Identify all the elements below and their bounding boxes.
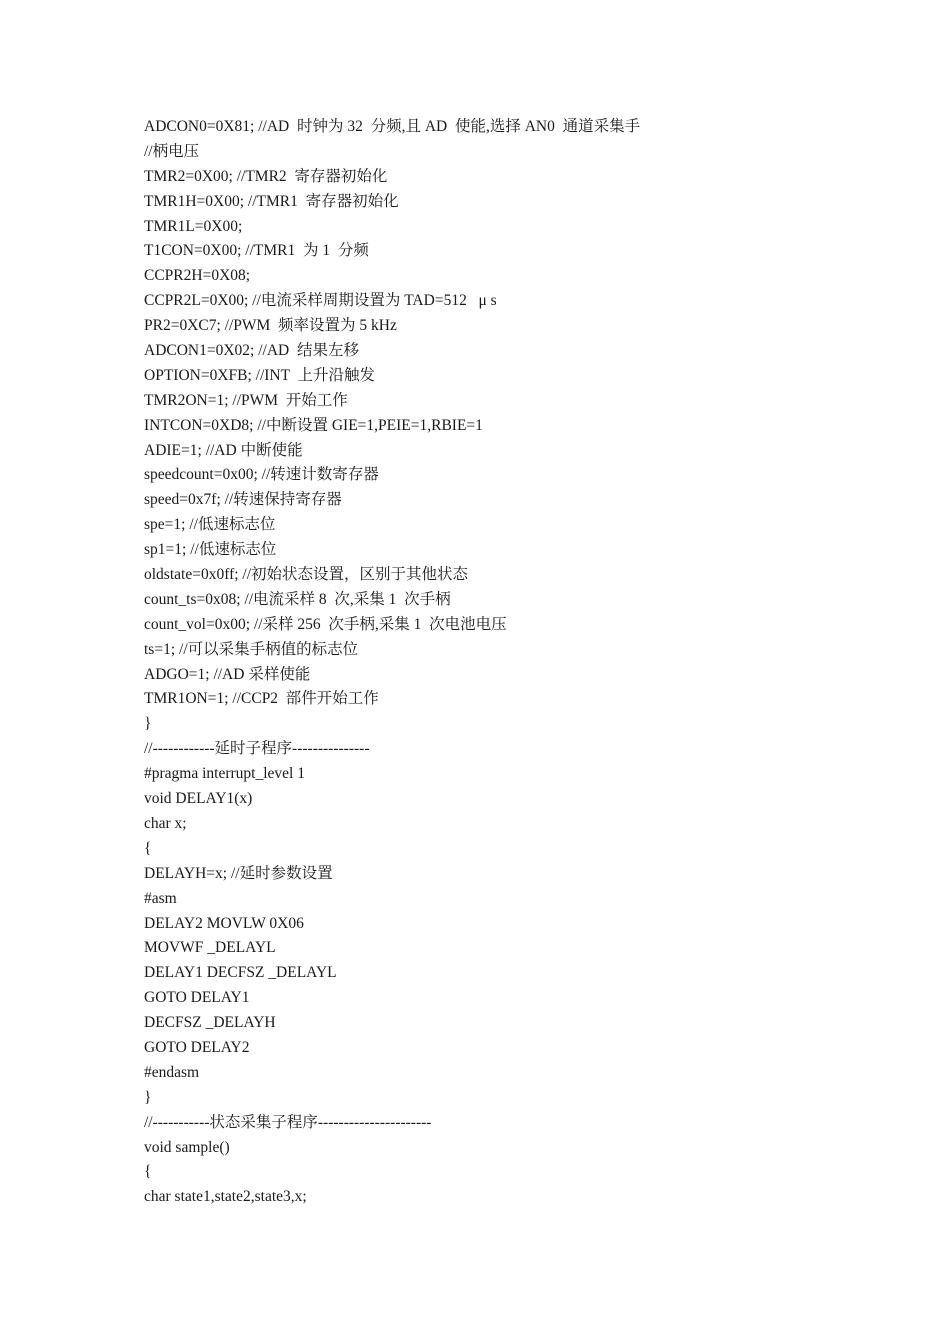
code-line: speed=0x7f; //转速保持寄存器 <box>144 491 342 509</box>
code-line: CCPR2H=0X08; <box>144 267 251 285</box>
code-line: INTCON=0XD8; //中断设置 GIE=1,PEIE=1,RBIE=1 <box>144 416 483 434</box>
code-line: MOVWF _DELAYL <box>144 939 276 957</box>
code-line: GOTO DELAY2 <box>144 1038 250 1056</box>
code-line: void sample() <box>144 1138 230 1156</box>
code-line: char state1,state2,state3,x; <box>144 1188 307 1206</box>
code-line: ADGO=1; //AD 采样使能 <box>144 665 311 683</box>
code-line: { <box>144 839 152 857</box>
code-line: sp1=1; //低速标志位 <box>144 541 277 559</box>
code-listing <box>144 115 924 1210</box>
code-line: GOTO DELAY1 <box>144 989 250 1007</box>
code-line: count_vol=0x00; //采样 256 次手柄,采集 1 次电池电压 <box>144 615 507 633</box>
code-line: speedcount=0x00; //转速计数寄存器 <box>144 466 379 484</box>
code-line: #pragma interrupt_level 1 <box>144 765 305 783</box>
code-line: DELAY1 DECFSZ _DELAYL <box>144 964 337 982</box>
code-line: } <box>144 715 152 733</box>
code-line: { <box>144 1163 152 1181</box>
code-line: T1CON=0X00; //TMR1 为 1 分频 <box>144 242 369 260</box>
code-line: TMR1L=0X00; <box>144 217 243 235</box>
code-line: char x; <box>144 814 187 832</box>
code-line: oldstate=0x0ff; //初始状态设置，区别于其他状态 <box>144 566 469 584</box>
code-line: spe=1; //低速标志位 <box>144 516 276 534</box>
code-line: DELAY2 MOVLW 0X06 <box>144 914 304 932</box>
code-line: } <box>144 1088 152 1106</box>
code-line: //柄电压 <box>144 142 200 160</box>
code-line: TMR2ON=1; //PWM 开始工作 <box>144 391 348 409</box>
code-line: #asm <box>144 889 177 907</box>
code-line: ADIE=1; //AD 中断使能 <box>144 441 303 459</box>
code-line: TMR1H=0X00; //TMR1 寄存器初始化 <box>144 192 399 210</box>
code-line: void DELAY1(x) <box>144 790 253 808</box>
code-line: CCPR2L=0X00; //电流采样周期设置为 TAD=512 μ s <box>144 292 497 310</box>
code-line: ADCON0=0X81; //AD 时钟为 32 分频,且 AD 使能,选择 AN0 通道采集手 <box>144 118 641 135</box>
code-line: //------------延时子程序--------------- <box>144 740 370 758</box>
code-line: #endasm <box>144 1063 200 1081</box>
code-line: DELAYH=x; //延时参数设置 <box>144 864 333 882</box>
code-line: TMR1ON=1; //CCP2 部件开始工作 <box>144 690 379 708</box>
code-line: count_ts=0x08; //电流采样 8 次,采集 1 次手柄 <box>144 590 451 608</box>
code-line: ts=1; //可以采集手柄值的标志位 <box>144 640 359 658</box>
code-line: PR2=0XC7; //PWM 频率设置为 5 kHz <box>144 317 397 335</box>
code-line: OPTION=0XFB; //INT 上升沿触发 <box>144 366 376 384</box>
code-line: TMR2=0X00; //TMR2 寄存器初始化 <box>144 167 388 185</box>
code-line: //-----------状态采集子程序---------------------- <box>144 1113 432 1131</box>
code-line: ADCON1=0X02; //AD 结果左移 <box>144 342 359 360</box>
code-line: DECFSZ _DELAYH <box>144 1014 276 1032</box>
